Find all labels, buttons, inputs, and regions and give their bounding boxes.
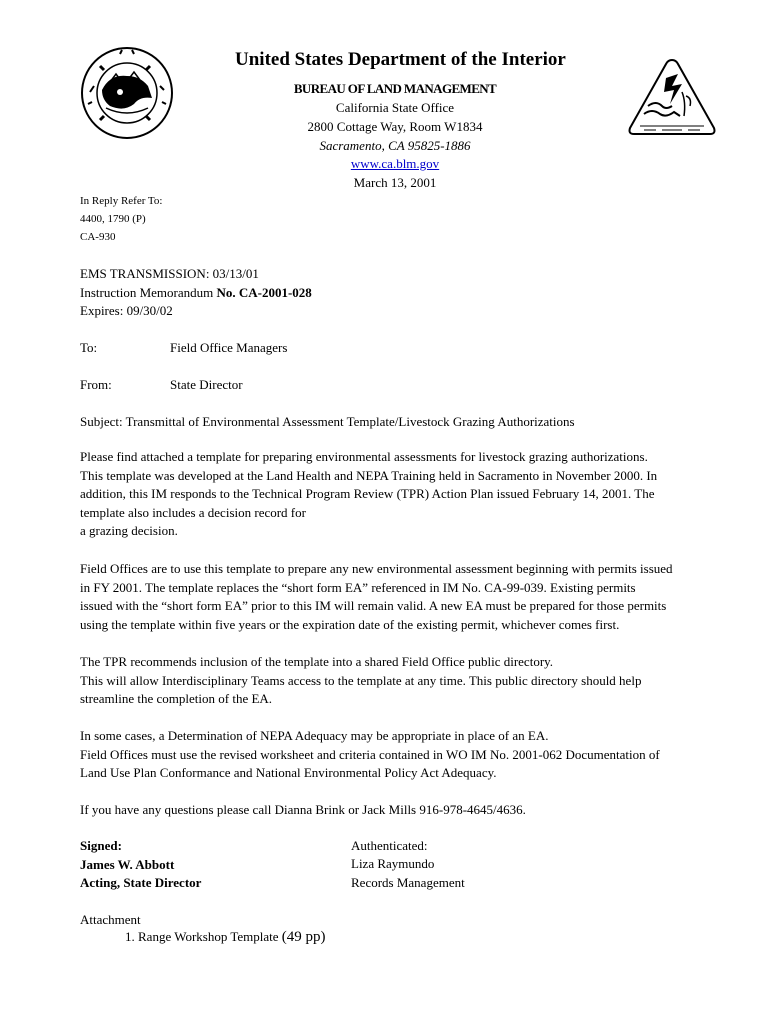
website-container — [235, 155, 555, 172]
memo-date: March 13, 2001 — [353, 175, 437, 190]
im-prefix: Instruction Memorandum — [80, 285, 217, 300]
from-label: From: — [80, 377, 112, 392]
subject-line: Subject: Transmittal of Environmental Assessment Template/Livestock Grazing Authorizations — [80, 414, 575, 429]
paragraph-line: a grazing decision. — [80, 523, 178, 538]
attachment-title: 1. Range Workshop Template — [125, 929, 282, 944]
paragraph-line: addition, this IM responds to the Technical Program Review (TPR) Action Plan issued February 14, 2001. The — [80, 486, 655, 501]
from-value: State Director — [170, 377, 243, 392]
paragraph-line: Please find attached a template for preparing environmental assessments for livestock grazing authorizations. — [80, 449, 648, 464]
website-link[interactable]: www.ca.blm.gov — [350, 156, 440, 171]
signed-label: Signed: — [80, 838, 122, 853]
authenticated-label: Authenticated: — [351, 838, 428, 853]
attachment-item — [125, 928, 326, 946]
paragraph-line: in FY 2001. The template replaces the “short form EA” referenced in IM No. CA-99-039. Existing permits — [80, 579, 636, 595]
signer-name: James W. Abbott — [80, 857, 175, 872]
to-value: Field Office Managers — [170, 340, 288, 355]
paragraph-line: In some cases, a Determination of NEPA Adequacy may be appropriate in place of an EA. — [80, 728, 549, 743]
paragraph-5 — [80, 801, 700, 820]
department-title: United States Department of the Interior — [235, 49, 566, 70]
office-address: 2800 Cottage Way, Room W1834 — [307, 119, 483, 134]
paragraph-line: The TPR recommends inclusion of the template into a shared Field Office public directory. — [80, 654, 554, 669]
paragraph-3 — [80, 653, 700, 709]
authenticator-dept: Records Management — [351, 875, 465, 890]
signer-title: Acting, State Director — [80, 875, 202, 890]
paragraph-line: issued with the “short form EA” prior to this IM will remain valid. A new EA must be prepared for those permits — [80, 598, 667, 613]
office-city: Sacramento, CA 95825-1886 — [319, 138, 471, 153]
paragraph-line: streamline the completion of the EA. — [80, 691, 273, 706]
reply-refer-code: 4400, 1790 (P) — [80, 213, 146, 225]
office-name: California State Office — [335, 100, 455, 115]
ems-transmission: EMS TRANSMISSION: 03/13/01 — [80, 266, 259, 281]
paragraph-1 — [80, 448, 700, 541]
attachment-label: Attachment — [80, 912, 141, 927]
im-number: No. CA-2001-028 — [216, 285, 312, 300]
blm-logo — [626, 56, 718, 138]
paragraph-2 — [80, 560, 700, 634]
paragraph-line: If you have any questions please call Dianna Brink or Jack Mills 916-978-4645/4636. — [80, 802, 526, 817]
to-label: To: — [80, 340, 98, 355]
authenticator-name: Liza Raymundo — [351, 856, 435, 871]
reply-refer-office: CA-930 — [80, 231, 116, 243]
instruction-memorandum — [80, 284, 312, 301]
bureau-name: BUREAU OF LAND MANAGEMENT — [293, 81, 497, 96]
paragraph-4 — [80, 727, 700, 783]
doi-seal-logo — [80, 46, 174, 140]
paragraph-line: Field Offices must use the revised worksheet and criteria contained in WO IM No. 2001-062 Documentation of — [80, 746, 660, 762]
paragraph-line: using the template within five years or the expiration date of the existing permit, whichever comes first. — [80, 616, 620, 632]
attachment-pages: (49 pp) — [281, 929, 326, 945]
paragraph-line: This template was developed at the Land Health and NEPA Training held in Sacramento in November 2000. In — [80, 467, 658, 483]
reply-refer-label: In Reply Refer To: — [80, 195, 163, 207]
paragraph-line: Field Offices are to use this template to prepare any new environmental assessment beginning with permits issued — [80, 561, 673, 576]
expires-date: Expires: 09/30/02 — [80, 303, 173, 318]
paragraph-line: This will allow Interdisciplinary Teams access to the template at any time. This public directory should help — [80, 672, 642, 688]
paragraph-line: template also includes a decision record for — [80, 504, 306, 520]
paragraph-line: Land Use Plan Conformance and National Environmental Policy Act Adequacy. — [80, 765, 497, 780]
